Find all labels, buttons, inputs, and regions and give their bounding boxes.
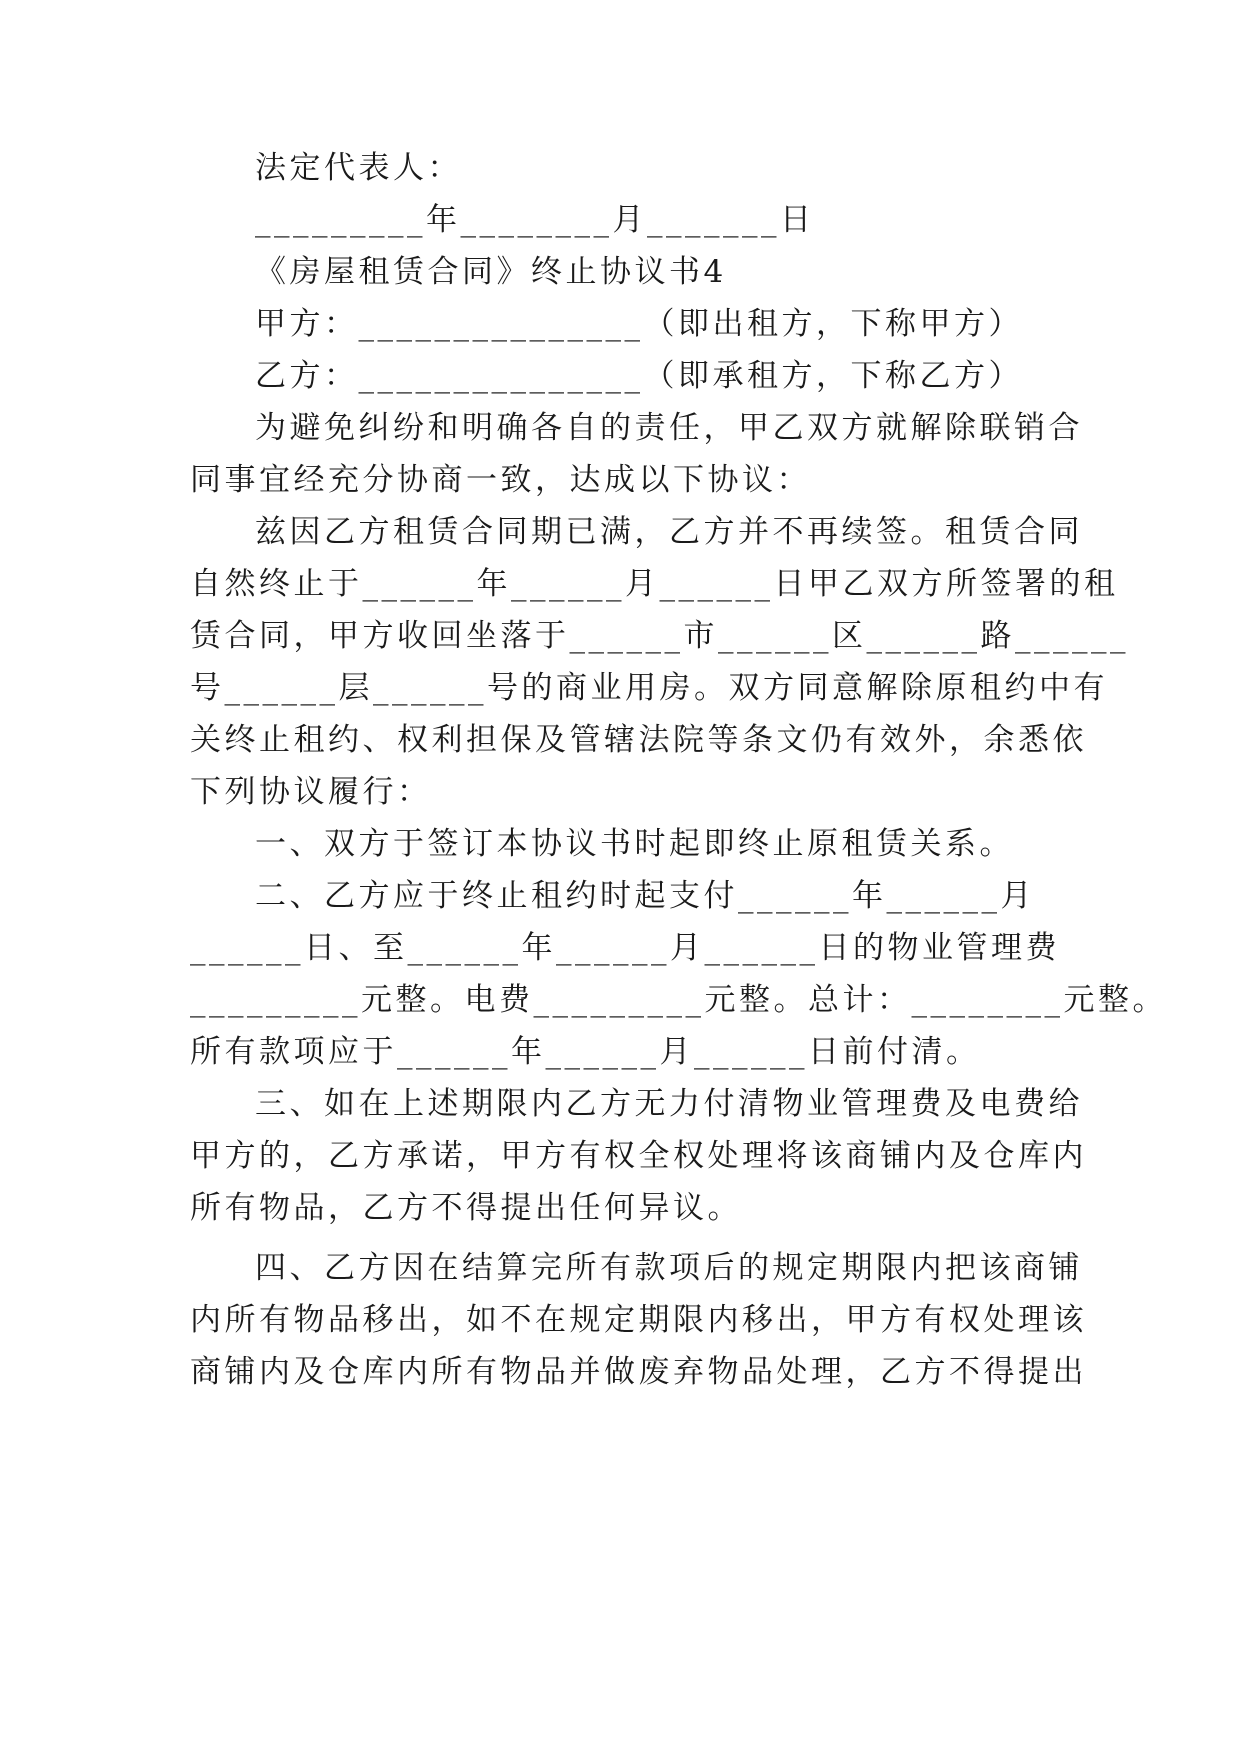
party-b-line: 乙方：_______________（即承租方，下称乙方） bbox=[255, 358, 1023, 394]
paragraph-line: 兹因乙方租赁合同期已满，乙方并不再续签。租赁合同 bbox=[255, 514, 1083, 550]
paragraph-line: 赁合同，甲方收回坐落于______市______区______路______ bbox=[190, 618, 1129, 654]
paragraph-line: 所有物品，乙方不得提出任何异议。 bbox=[190, 1190, 742, 1226]
paragraph-line: 商铺内及仓库内所有物品并做废弃物品处理，乙方不得提出 bbox=[190, 1354, 1087, 1390]
legal-representative-line: 法定代表人： bbox=[255, 150, 462, 186]
paragraph-line: 甲方的，乙方承诺，甲方有权全权处理将该商铺内及仓库内 bbox=[190, 1138, 1087, 1174]
paragraph-line: 下列协议履行： bbox=[190, 774, 432, 810]
party-a-line: 甲方：_______________（即出租方，下称甲方） bbox=[255, 306, 1023, 342]
clause-3: 三、如在上述期限内乙方无力付清物业管理费及电费给 bbox=[255, 1086, 1083, 1122]
clause-2: 二、乙方应于终止租约时起支付______年______月 bbox=[255, 878, 1035, 914]
paragraph-line: _________元整。电费_________元整。总计：________元整。 bbox=[190, 982, 1167, 1018]
paragraph-line: 号______层______号的商业用房。双方同意解除原租约中有 bbox=[190, 670, 1108, 706]
clause-4: 四、乙方因在结算完所有款项后的规定期限内把该商铺 bbox=[255, 1250, 1083, 1286]
paragraph-line: ______日、至______年______月______日的物业管理费 bbox=[190, 930, 1060, 966]
paragraph-line: 所有款项应于______年______月______日前付清。 bbox=[190, 1034, 981, 1070]
paragraph-line: 同事宜经充分协商一致，达成以下协议： bbox=[190, 462, 811, 498]
clause-1: 一、双方于签订本协议书时起即终止原租赁关系。 bbox=[255, 826, 1014, 862]
paragraph-line: 为避免纠纷和明确各自的责任，甲乙双方就解除联销合 bbox=[255, 410, 1083, 446]
paragraph-line: 内所有物品移出，如不在规定期限内移出，甲方有权处理该 bbox=[190, 1302, 1087, 1338]
date-line: _________年________月_______日 bbox=[255, 202, 815, 238]
paragraph-line: 自然终止于______年______月______日甲乙双方所签署的租 bbox=[190, 566, 1119, 602]
agreement-title: 《房屋租赁合同》终止协议书4 bbox=[255, 254, 727, 290]
paragraph-line: 关终止租约、权利担保及管辖法院等条文仍有效外，余悉依 bbox=[190, 722, 1087, 758]
